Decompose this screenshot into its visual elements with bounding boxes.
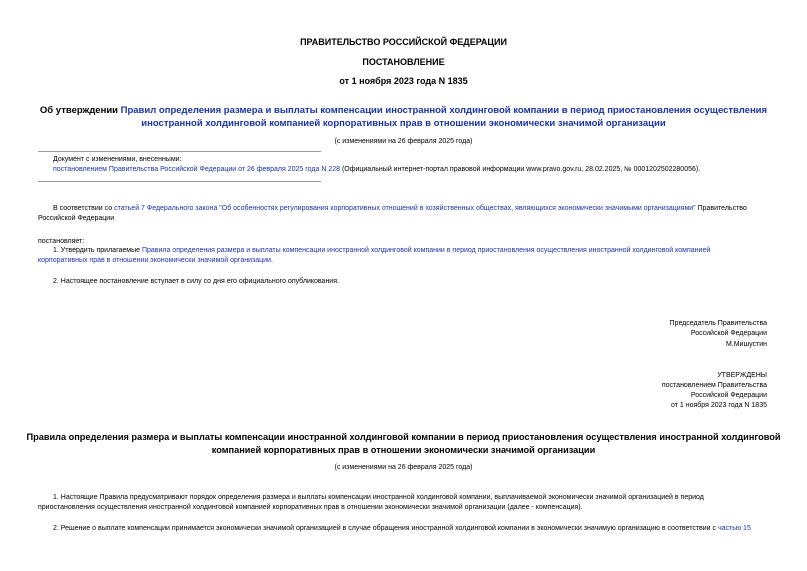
rules-p2-link[interactable]: частью 15 (717, 525, 751, 532)
item1-start: 1. Утвердить прилагаемые (53, 247, 142, 254)
title-link-rules[interactable]: Правил определения размера и выплаты компенсации иностранной холдинговой компании в период приостановления осуществления (120, 105, 768, 116)
amendment-source: (Официальный интернет-портал правовой информации www.pravo.gov.ru, 28.02.2025, № 0001202502280056). (340, 166, 701, 173)
preamble-law-link[interactable]: статьей 7 Федерального закона "Об особенностях регулирования корпоративных отношений в хозяйственных обществах, являющихся экономически значимыми организациями" (114, 205, 696, 212)
rules-title-line2: компанией корпоративных прав в отношении экономически значимой организации (211, 445, 596, 455)
signature-name: М.Мишустин (725, 341, 767, 348)
amendments-intro: Документ с изменениями, внесенными: (53, 156, 182, 163)
document-date-number: от 1 ноября 2023 года N 1835 (339, 76, 468, 86)
item1-rules-link-continued[interactable]: корпоративных прав в отношении экономически значимой организации (38, 257, 271, 264)
rules-p1-line2: приостановления осуществления иностранной холдинговой компанией корпоративных прав в отношении экономически значимой организации (далее - компенсация). (38, 504, 583, 511)
preamble-end: Правительство (695, 205, 747, 212)
rules-p1-line1: 1. Настоящие Правила предусматривают порядок определения размера и выплаты компенсации иностранной холдинговой компании, выплачиваемой экономически значимой организацией в период (53, 494, 704, 501)
divider-bottom (38, 181, 321, 182)
approved-heading: УТВЕРЖДЕНЫ (717, 372, 767, 379)
document-title (0, 104, 807, 130)
signature-title: Председатель Правительства (669, 320, 767, 327)
item1-line2 (38, 256, 273, 266)
title-prefix: Об утверждении (39, 105, 121, 116)
document-type: ПОСТАНОВЛЕНИЕ (362, 57, 445, 67)
amendment-link[interactable]: постановлением Правительства Российской Федерации от 26 февраля 2025 года N 228 (53, 166, 340, 173)
government-name: ПРАВИТЕЛЬСТВО РОССИЙСКОЙ ФЕДЕРАЦИИ (300, 37, 507, 47)
item1-end: . (270, 257, 273, 264)
changes-note: (с изменениями на 26 февраля 2025 года) (334, 138, 473, 145)
rules-p2-text: 2. Решение о выплате компенсации принимается экономически значимой организацией в случае обращения иностранной холдинговой компании в экономически значимую организацию в соответствии с (53, 525, 718, 532)
preamble-line2: Российской Федерации (38, 215, 115, 222)
divider-top (38, 151, 321, 152)
item1-rules-link[interactable]: Правила определения размера и выплаты компенсации иностранной холдинговой компании в период приостановления осуществления иностранной холдинговой компанией (141, 247, 711, 254)
amendments-line (53, 165, 700, 175)
approved-line2: постановлением Правительства (661, 382, 767, 389)
preamble-start: В соответствии со (53, 205, 115, 212)
approved-line3: Российской Федерации (690, 392, 767, 399)
rules-title-line1: Правила определения размера и выплаты компенсации иностранной холдинговой компании в период приостановления осуществления иностранной холдинговой (26, 432, 781, 442)
item1-line1 (53, 246, 769, 256)
resolves-text: постановляет: (38, 238, 85, 245)
preamble-line1 (53, 204, 747, 214)
approved-line4: от 1 ноября 2023 года N 1835 (671, 402, 767, 409)
rules-changes-note: (с изменениями на 26 февраля 2025 года) (334, 464, 473, 471)
title-link-rules-continued[interactable]: иностранной холдинговой компанией корпоративных прав в отношении экономически значимой организации (141, 118, 666, 129)
signature-country: Российской Федерации (690, 330, 767, 337)
item2-text: 2. Настоящее постановление вступает в силу со дня его официального опубликования. (53, 278, 339, 285)
rules-p2-line1 (53, 524, 751, 534)
rules-title (0, 431, 807, 457)
